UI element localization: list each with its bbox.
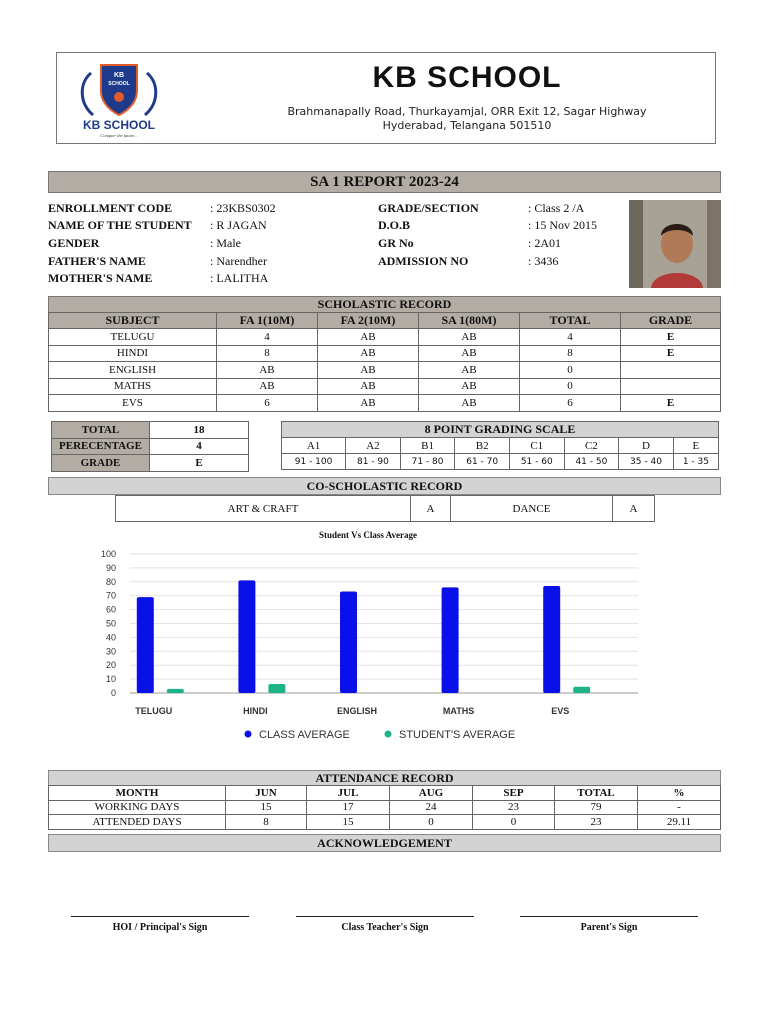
- activity-grade: A: [411, 496, 451, 522]
- y-tick-label: 100: [100, 549, 116, 559]
- mother-name-value: : LALITHA: [210, 271, 269, 285]
- table-cell: -: [638, 800, 721, 815]
- grade-cell: B2: [455, 438, 510, 454]
- table-cell: TELUGU: [49, 329, 217, 346]
- dob-value: : 15 Nov 2015: [528, 218, 597, 232]
- attendance-table: [48, 785, 721, 830]
- table-cell: AB: [318, 395, 419, 412]
- col-header: AUG: [390, 786, 473, 801]
- svg-text:Conquer the future...: Conquer the future...: [100, 133, 138, 138]
- gender-label: GENDER: [48, 236, 100, 250]
- dob-label: D.O.B: [378, 218, 411, 232]
- col-header: FA 2(10M): [318, 313, 419, 329]
- principal-sign-label: HOI / Principal's Sign: [112, 922, 208, 933]
- col-header: GRADE: [621, 313, 721, 329]
- grade-cell: B1: [400, 438, 455, 454]
- school-address-line2: Hyderabad, Telangana 501510: [382, 119, 552, 132]
- table-row: [49, 800, 721, 815]
- total-value: 18: [150, 422, 249, 439]
- class-average-legend-icon: [245, 731, 252, 738]
- range-cell: 51 - 60: [509, 454, 564, 470]
- activity-name: ART & CRAFT: [116, 496, 411, 522]
- table-header-row: [282, 422, 719, 438]
- range-cell: 91 - 100: [282, 454, 346, 470]
- gender-value: : Male: [210, 236, 241, 250]
- table-row: [49, 345, 721, 362]
- scholastic-table: [48, 312, 721, 412]
- x-tick-label: ENGLISH: [336, 706, 378, 716]
- student-photo-icon: [629, 200, 721, 288]
- teacher-sign-label: Class Teacher's Sign: [341, 922, 429, 933]
- co-scholastic-title: CO-SCHOLASTIC RECORD: [48, 477, 721, 495]
- student-photo: [629, 200, 721, 288]
- class-average-bar: [340, 592, 357, 693]
- table-cell: 15: [307, 815, 390, 830]
- percentage-label: PERECENTAGE: [52, 438, 150, 455]
- student-average-bar: [167, 689, 184, 693]
- school-name: KB SCHOOL: [372, 61, 562, 94]
- y-tick-label: 80: [105, 576, 116, 587]
- table-cell: AB: [419, 395, 520, 412]
- grade-section-label: GRADE/SECTION: [378, 201, 479, 215]
- x-tick-label: MATHS: [442, 706, 475, 716]
- table-cell: 79: [555, 800, 638, 815]
- table-cell: E: [621, 329, 721, 346]
- table-cell: AB: [419, 378, 520, 395]
- y-tick-label: 70: [105, 590, 116, 601]
- table-cell: [621, 362, 721, 379]
- range-cell: 41 - 50: [564, 454, 619, 470]
- svg-text:KB SCHOOL: KB SCHOOL: [83, 118, 155, 132]
- range-cell: 1 - 35: [673, 454, 718, 470]
- bar-chart: [90, 545, 650, 750]
- school-header: [56, 52, 716, 144]
- table-cell: AB: [217, 362, 318, 379]
- grade-cell: A2: [346, 438, 401, 454]
- x-tick-label: TELUGU: [135, 706, 173, 716]
- svg-text:KB: KB: [113, 72, 125, 79]
- table-cell: 15: [226, 800, 307, 815]
- student-average-bar: [573, 687, 590, 693]
- y-tick-label: 10: [105, 674, 116, 685]
- table-cell: AB: [217, 378, 318, 395]
- y-tick-label: 20: [105, 660, 116, 671]
- laurel-left-icon: [82, 73, 93, 115]
- table-cell: WORKING DAYS: [49, 800, 226, 815]
- class-average-bar: [137, 597, 154, 693]
- table-cell: AB: [318, 329, 419, 346]
- col-header: SUBJECT: [49, 313, 217, 329]
- table-row: [49, 378, 721, 395]
- gr-no-label: GR No: [378, 236, 414, 250]
- table-cell: 0: [473, 815, 555, 830]
- grade-cell: E: [673, 438, 718, 454]
- y-tick-label: 0: [110, 688, 116, 698]
- father-name-value: : Narendher: [210, 254, 267, 268]
- class-average-bar: [442, 587, 459, 693]
- table-cell: EVS: [49, 395, 217, 412]
- grade-cell: A1: [282, 438, 346, 454]
- y-tick-label: 60: [105, 604, 116, 615]
- summary-table: [51, 421, 249, 472]
- percentage-value: 4: [150, 438, 249, 455]
- grade-cell: D: [619, 438, 674, 454]
- table-cell: E: [621, 345, 721, 362]
- total-label: TOTAL: [52, 422, 150, 439]
- y-tick-label: 50: [105, 618, 116, 629]
- table-row: [52, 455, 249, 472]
- range-cell: 35 - 40: [619, 454, 674, 470]
- table-cell: 8: [226, 815, 307, 830]
- principal-sign-line: [71, 916, 249, 917]
- table-cell: 23: [555, 815, 638, 830]
- chart-title: Student Vs Class Average: [319, 530, 417, 540]
- grade-section-value: : Class 2 /A: [528, 201, 585, 215]
- table-cell: 4: [217, 329, 318, 346]
- legend-label: STUDENT'S AVERAGE: [399, 729, 516, 741]
- svg-text:SCHOOL: SCHOOL: [108, 81, 130, 87]
- table-row: [282, 438, 719, 454]
- student-name-value: : R JAGAN: [210, 218, 267, 232]
- range-cell: 71 - 80: [400, 454, 455, 470]
- admission-no-value: : 3436: [528, 254, 559, 268]
- co-scholastic-table: [115, 495, 655, 522]
- table-cell: 0: [390, 815, 473, 830]
- grade-cell: C1: [509, 438, 564, 454]
- table-cell: 24: [390, 800, 473, 815]
- table-cell: 8: [520, 345, 621, 362]
- school-logo: [69, 59, 169, 139]
- x-tick-label: EVS: [551, 706, 570, 716]
- student-average-legend-icon: [385, 731, 392, 738]
- table-row: [282, 454, 719, 470]
- table-cell: 0: [520, 362, 621, 379]
- class-average-bar: [238, 580, 255, 693]
- table-cell: AB: [318, 345, 419, 362]
- col-header: SA 1(80M): [419, 313, 520, 329]
- activity-name: DANCE: [451, 496, 613, 522]
- enrollment-code-label: ENROLLMENT CODE: [48, 201, 173, 215]
- teacher-sign-line: [296, 916, 474, 917]
- mother-name-label: MOTHER'S NAME: [48, 271, 153, 285]
- table-header-row: [49, 786, 721, 801]
- enrollment-code-value: : 23KBS0302: [210, 201, 276, 215]
- acknowledgement-title: ACKNOWLEDGEMENT: [48, 834, 721, 852]
- col-header: TOTAL: [520, 313, 621, 329]
- table-cell: AB: [419, 362, 520, 379]
- table-cell: MATHS: [49, 378, 217, 395]
- table-cell: 6: [217, 395, 318, 412]
- grade-value: E: [150, 455, 249, 472]
- table-cell: 29.11: [638, 815, 721, 830]
- table-cell: 0: [520, 378, 621, 395]
- table-cell: [621, 378, 721, 395]
- col-header: TOTAL: [555, 786, 638, 801]
- admission-no-label: ADMISSION NO: [378, 254, 469, 268]
- table-row: [52, 422, 249, 439]
- x-tick-label: HINDI: [243, 706, 268, 716]
- col-header: %: [638, 786, 721, 801]
- col-header: JUL: [307, 786, 390, 801]
- table-cell: E: [621, 395, 721, 412]
- school-address-line1: Brahmanapally Road, Thurkayamjal, ORR Exit 12, Sagar Highway: [287, 105, 647, 118]
- table-cell: AB: [318, 362, 419, 379]
- range-cell: 61 - 70: [455, 454, 510, 470]
- table-header-row: [49, 313, 721, 329]
- report-title: SA 1 REPORT 2023-24: [48, 171, 721, 193]
- activity-grade: A: [613, 496, 655, 522]
- student-average-bar: [268, 684, 285, 693]
- scholastic-record-title: SCHOLASTIC RECORD: [48, 296, 721, 313]
- grade-label: GRADE: [52, 455, 150, 472]
- table-row: [52, 438, 249, 455]
- table-row: [49, 395, 721, 412]
- class-average-bar: [543, 586, 560, 693]
- grade-cell: C2: [564, 438, 619, 454]
- gr-no-value: : 2A01: [528, 236, 561, 250]
- table-cell: ATTENDED DAYS: [49, 815, 226, 830]
- table-cell: 8: [217, 345, 318, 362]
- table-cell: HINDI: [49, 345, 217, 362]
- table-row: [49, 362, 721, 379]
- legend-label: CLASS AVERAGE: [259, 729, 350, 741]
- col-header: MONTH: [49, 786, 226, 801]
- range-cell: 81 - 90: [346, 454, 401, 470]
- table-cell: 4: [520, 329, 621, 346]
- y-tick-label: 40: [105, 632, 116, 643]
- y-tick-label: 30: [105, 646, 116, 657]
- table-cell: ENGLISH: [49, 362, 217, 379]
- parent-sign-label: Parent's Sign: [580, 922, 638, 933]
- col-header: FA 1(10M): [217, 313, 318, 329]
- table-row: [49, 329, 721, 346]
- y-tick-label: 90: [105, 562, 116, 573]
- col-header: SEP: [473, 786, 555, 801]
- father-name-label: FATHER'S NAME: [48, 254, 146, 268]
- table-row: [49, 815, 721, 830]
- grading-scale-title: 8 POINT GRADING SCALE: [282, 422, 719, 438]
- student-name-label: NAME OF THE STUDENT: [48, 218, 192, 232]
- table-cell: AB: [318, 378, 419, 395]
- parent-sign-line: [520, 916, 698, 917]
- table-cell: 17: [307, 800, 390, 815]
- col-header: JUN: [226, 786, 307, 801]
- table-cell: AB: [419, 345, 520, 362]
- table-cell: 6: [520, 395, 621, 412]
- grading-scale-table: [281, 421, 719, 470]
- table-cell: 23: [473, 800, 555, 815]
- attendance-title: ATTENDANCE RECORD: [48, 770, 721, 786]
- table-cell: AB: [419, 329, 520, 346]
- table-row: [116, 496, 655, 522]
